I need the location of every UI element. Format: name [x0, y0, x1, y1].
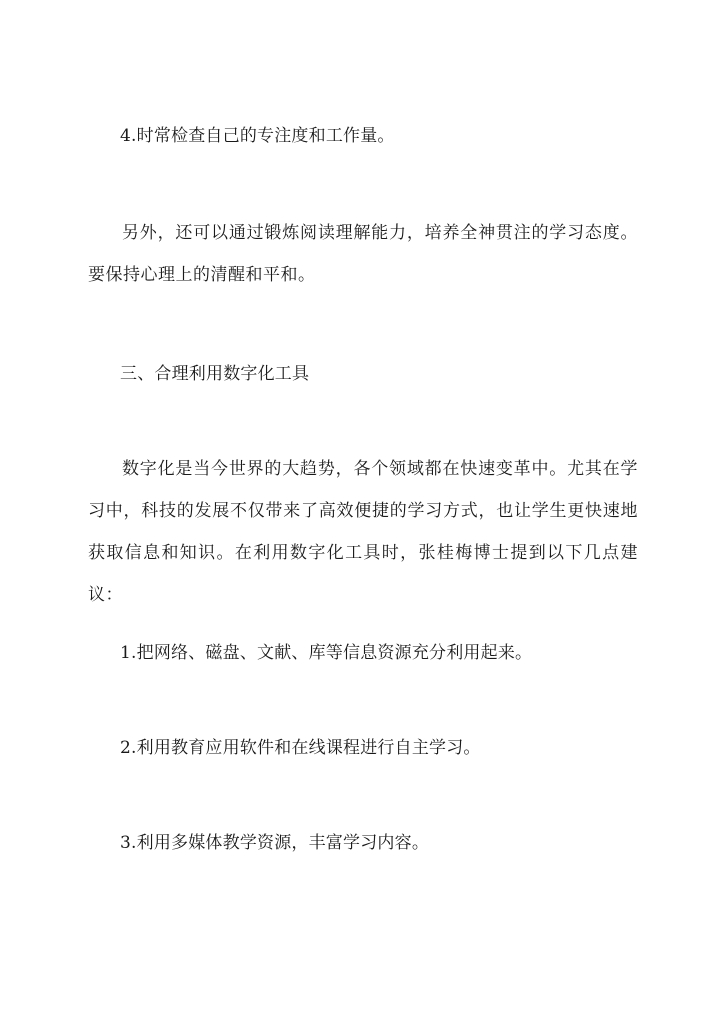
paragraph-digital: 数字化是当今世界的大趋势，各个领域都在快速变革中。尤其在学习中，科技的发展不仅带来了高效便捷的学习方式，也让学生更快速地获取信息和知识。在利用数字化工具时，张桂梅博士提到以下几点建议：: [88, 459, 638, 605]
paragraph-focus: 另外，还可以通过锻炼阅读理解能力，培养全神贯注的学习态度。要保持心理上的清醒和平和。: [88, 223, 638, 285]
list-item-4: 4.时常检查自己的专注度和工作量。: [120, 126, 395, 146]
suggestion-item-3: 3.利用多媒体教学资源，丰富学习内容。: [120, 833, 430, 853]
suggestion-item-1: 1.把网络、磁盘、文献、库等信息资源充分利用起来。: [120, 643, 533, 663]
section-heading: 三、合理利用数字化工具: [120, 364, 310, 384]
suggestion-item-2: 2.利用教育应用软件和在线课程进行自主学习。: [120, 738, 481, 758]
